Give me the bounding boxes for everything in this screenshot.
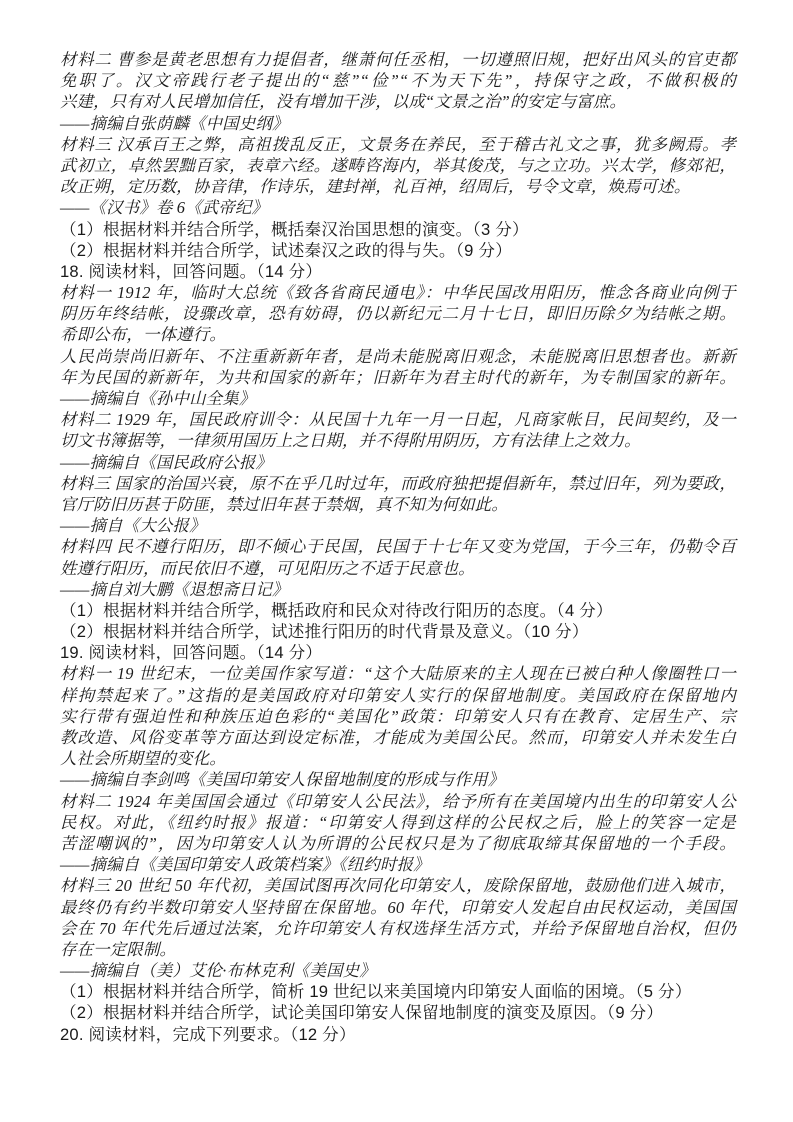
document-line: 民权。对此，《纽约时报》报道：“印第安人得到这样的公民权之后，脸上的笑容一定是: [60, 812, 736, 832]
document-line: 官厅防旧历甚于防匪，禁过旧年甚于禁烟，真不知为何如此。: [60, 494, 508, 514]
document-line: 实行带有强迫性和种族压迫色彩的“美国化”政策：印第安人只有在教育、定居生产、宗: [60, 706, 736, 726]
document-line: 苦涩嘲讽的”，因为印第安人认为所谓的公民权只是为了彻底取缔其保留地的一个手段。: [60, 833, 736, 853]
document-line: 会在 70 年代先后通过法案，允许印第安人有权选择生活方式，并给予保留地自治权，但仍: [60, 918, 736, 938]
document-line: （1）根据材料并结合所学，概括秦汉治国思想的演变。（3 分）: [60, 219, 529, 239]
document-line: 兴建，只有对人民增加信任，没有增加干涉，以成“文景之治”的安定与富庶。: [60, 92, 627, 112]
document-line: 材料三 汉承百王之弊，高祖拨乱反正，文景务在养民，至于稽古礼文之事，犹多阙焉。孝: [60, 134, 736, 154]
document-line: 阴历年终结帐，设骤改章，恐有妨碍，仍以新纪元二月十七日，即旧历除夕为结帐之期。: [60, 304, 736, 324]
document-line: （1）根据材料并结合所学，简析 19 世纪以来美国境内印第安人面临的困境。（5 分）: [60, 982, 692, 1002]
document-line: 最终仍有约半数印第安人坚持留在保留地。60 年代，印第安人发起自由民权运动，美国国: [60, 897, 736, 917]
document-line: 材料三 20 世纪 50 年代初，美国试图再次同化印第安人，废除保留地，鼓励他们进入城市，: [60, 876, 736, 896]
document-line: ——摘编自《国民政府公报》: [60, 452, 273, 472]
document-line: ——摘编自张荫麟《中国史纲》: [60, 113, 289, 133]
document-line: 改正朔，定历数，协音律，作诗乐，建封禅，礼百神，绍周后，号令文章，焕焉可述。: [60, 177, 691, 197]
document-line: 姓遵行阳历，而民依旧不遵，可见阳历之不适于民意也。: [60, 558, 475, 578]
document-line: 20. 阅读材料，完成下列要求。（12 分）: [60, 1024, 356, 1044]
document-line: （2）根据材料并结合所学，试述秦汉之政的得与失。（9 分）: [60, 240, 513, 260]
document-line: （1）根据材料并结合所学，概括政府和民众对待改行阳历的态度。（4 分）: [60, 600, 613, 620]
document-line: 样拘禁起来了。”这指的是美国政府对印第安人实行的保留地制度。美国政府在保留地内: [60, 685, 736, 705]
document-line: ——摘编自《孙中山全集》: [60, 389, 256, 408]
document-line: 免职了。汉文帝践行老子提出的“慈”“俭”“不为天下先”，持保守之政，不做积极的: [60, 71, 736, 91]
document-line: 材料四 民不遵行阳历，即不倾心于民国，民国于十七年又变为党国，于今三年，仍勒令百: [60, 537, 736, 557]
document-line: 材料二 曹参是黄老思想有力提倡者，继萧何任丞相，一切遵照旧规，把好出风头的官吏都: [60, 50, 736, 69]
document-line: 年为民国的新新年，为共和国家的新年；旧新年为君主时代的新年，为专制国家的新年。: [60, 367, 736, 387]
document-line: 希即公布，一体遵行。: [60, 325, 226, 345]
document-line: （2）根据材料并结合所学，试述推行阳历的时代背景及意义。（10 分）: [60, 622, 589, 642]
document-line: 材料三 国家的治国兴衰，原不在乎几时过年，而政府独把提倡新年，禁过旧年，列为要政，: [60, 473, 736, 493]
document-line: ——摘编自（美）艾伦·布林克利《美国史》: [60, 961, 376, 981]
document-lines: [60, 49, 736, 1045]
document-line: 材料二 1924 年美国国会通过《印第安人公民法》，给予所有在美国境内出生的印第安人公: [60, 791, 736, 811]
document-line: 材料二 1929 年，国民政府训令：从民国十九年一月一日起，凡商家帐目，民间契约，及一: [60, 410, 736, 430]
document-line: 材料一 19 世纪末，一位美国作家写道：“这个大陆原来的主人现在已被白种人像圈牲口一: [60, 664, 736, 684]
document-line: 存在一定限制。: [60, 939, 177, 959]
document-line: 人社会所期望的变化。: [60, 749, 226, 769]
document-line: ——摘编自《美国印第安人政策档案》《纽约时报》: [60, 855, 430, 875]
document-line: ——摘编自李剑鸣《美国印第安人保留地制度的形成与作用》: [60, 770, 505, 790]
document-line: 材料一 1912 年，临时大总统《致各省商民通电》：中华民国改用阳历，惟念各商业向例于: [60, 283, 736, 303]
document-line: ——摘自《大公报》: [60, 516, 206, 536]
document-line: ——摘自刘大鹏《退想斋日记》: [60, 579, 289, 599]
document-line: 19. 阅读材料，回答问题。（14 分）: [60, 643, 323, 663]
document-line: 武初立，卓然罢黜百家，表章六经。遂畴咨海内，举其俊茂，与之立功。兴太学，修郊祀，: [60, 155, 736, 175]
document-line: 切文书簿据等，一律须用国历上之日期，并不得附用阴历，方有法律上之效力。: [60, 431, 641, 451]
document-line: 教改造、风俗变革等方面达到设定标准，才能成为美国公民。然而，印第安人并未发生白: [60, 728, 736, 747]
document-line: （2）根据材料并结合所学，试论美国印第安人保留地制度的演变及原因。（9 分）: [60, 1003, 664, 1023]
document-line: ——《汉书》卷 6《武帝纪》: [60, 198, 269, 218]
document-line: 18. 阅读材料，回答问题。（14 分）: [60, 261, 323, 281]
document-line: 人民尚崇尚旧新年、不注重新新年者，是尚未能脱离旧观念，未能脱离旧思想者也。新新: [60, 346, 736, 366]
